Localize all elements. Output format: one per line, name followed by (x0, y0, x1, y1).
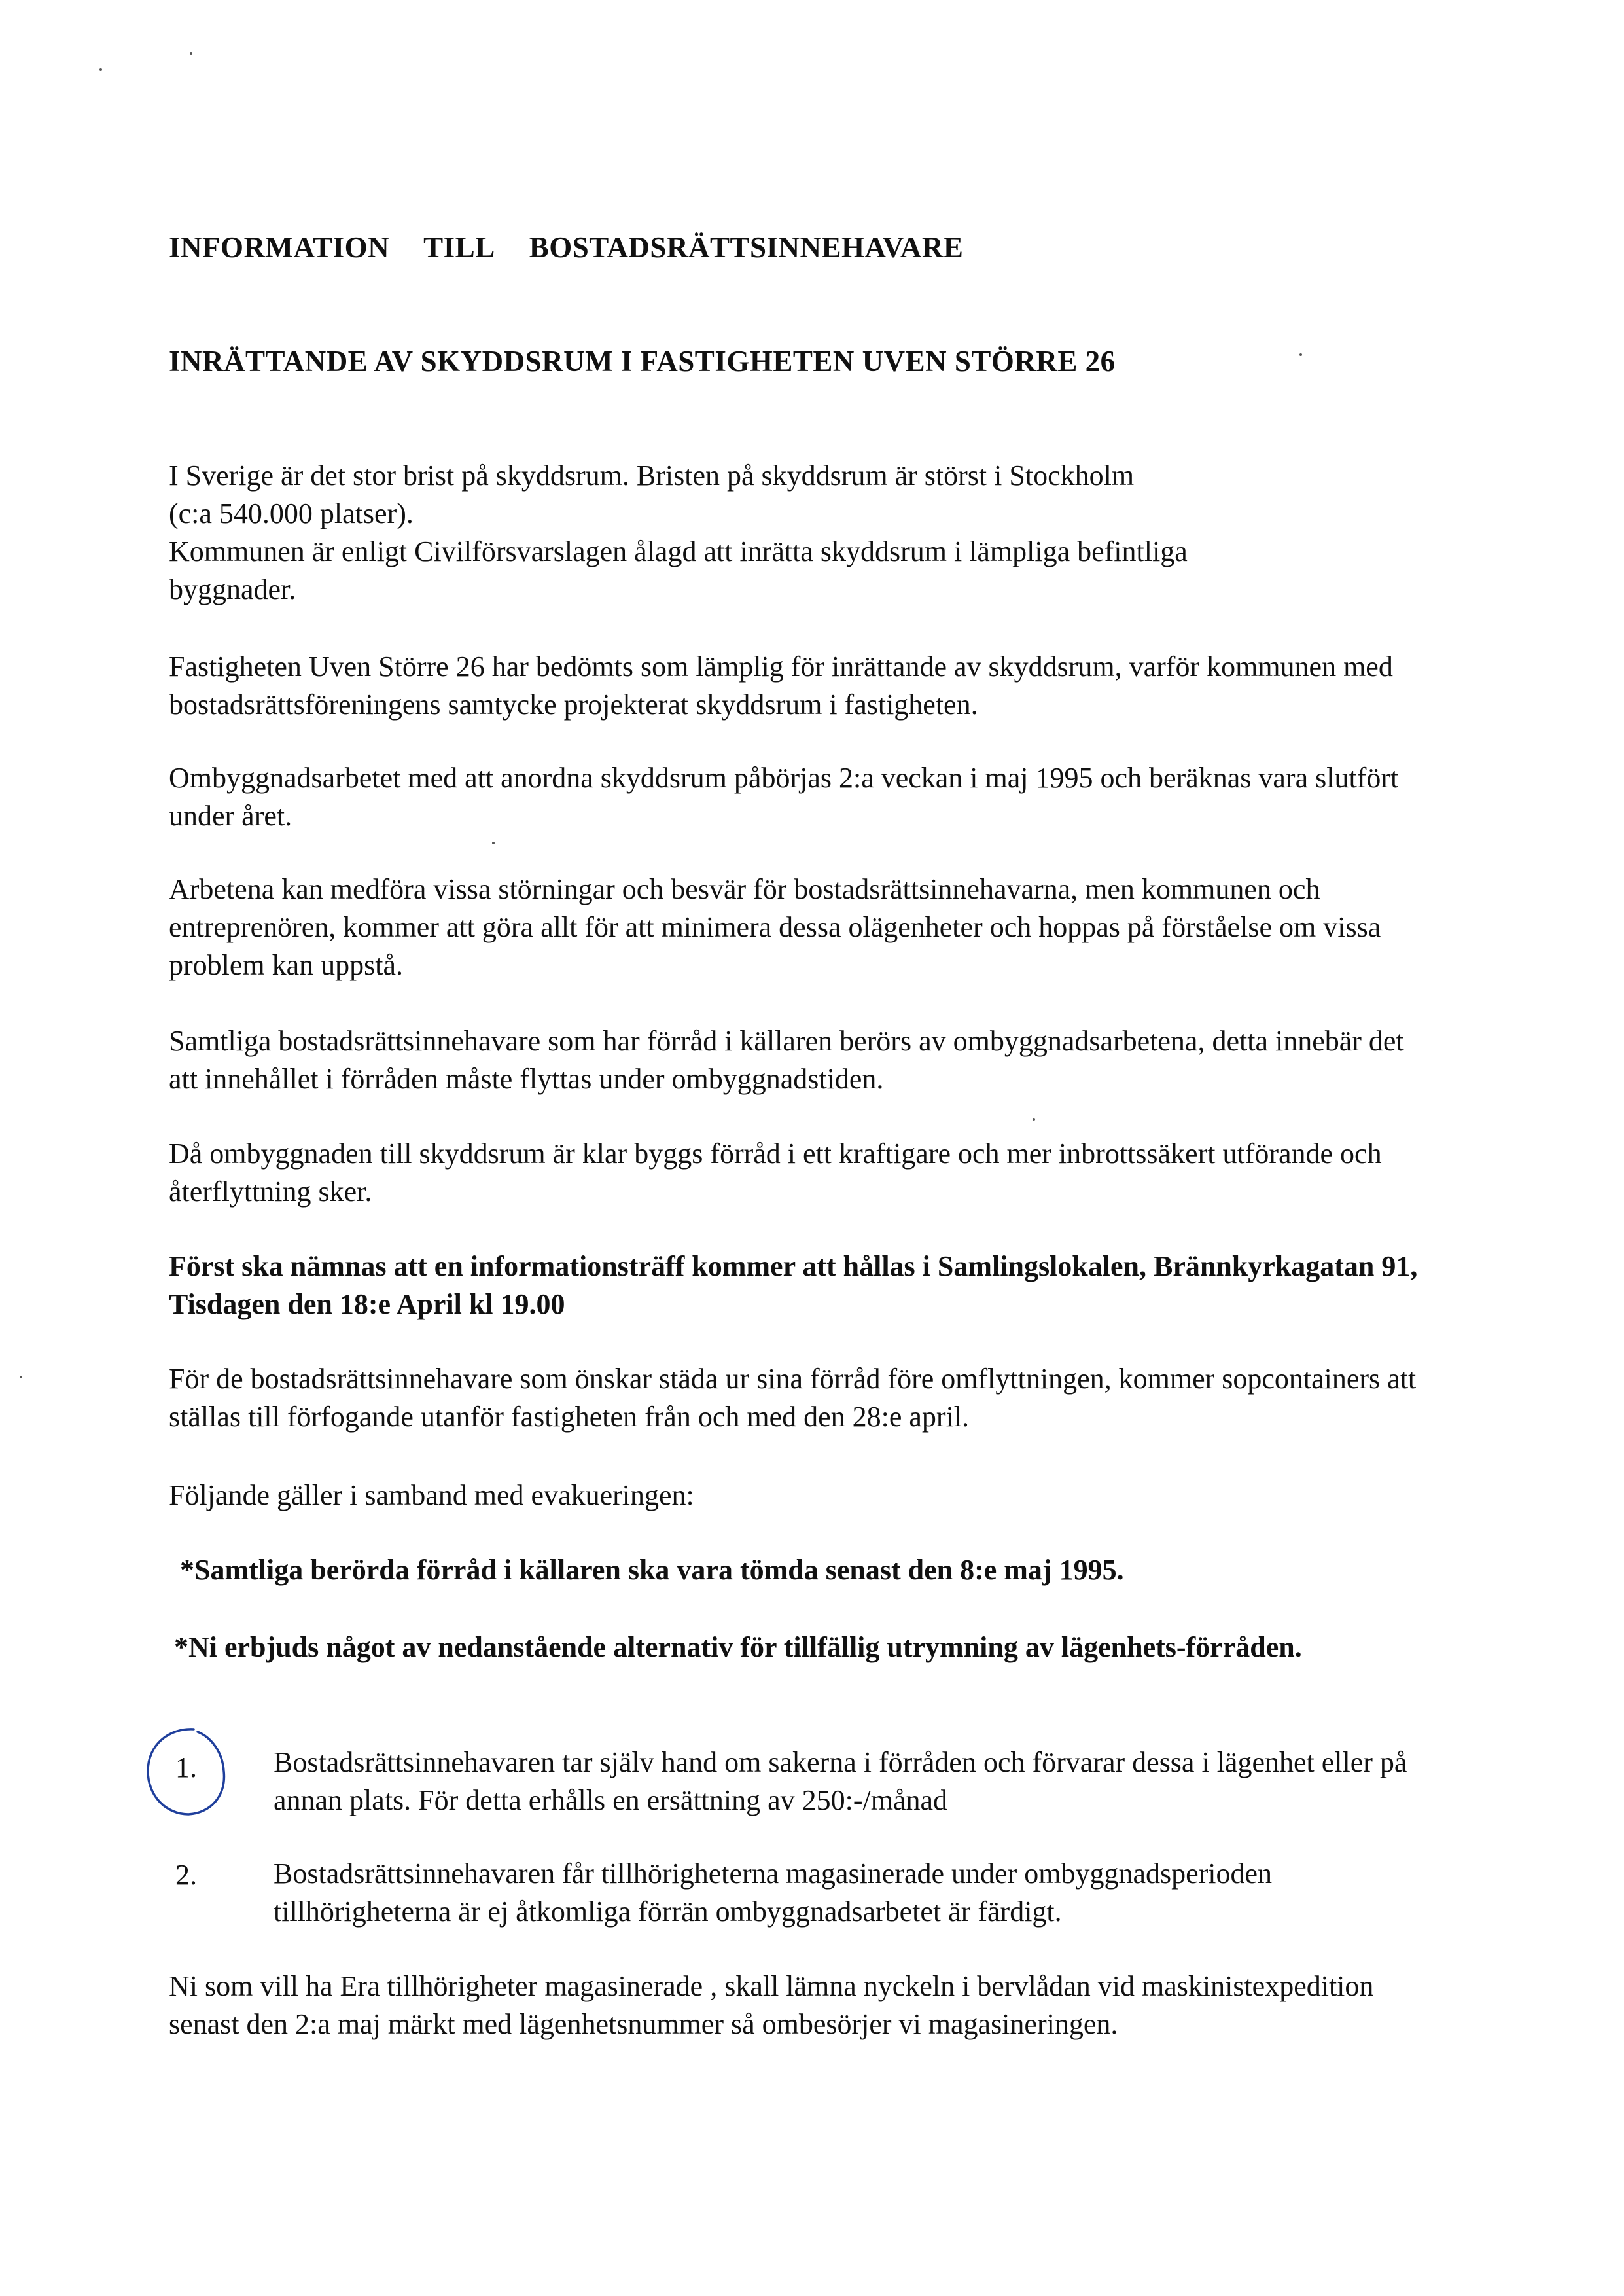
paragraph-construction-schedule: Ombyggnadsarbetet med att anordna skyddsrum påbörjas 2:a veckan i maj 1995 och beräknas vara slutfört under året. (169, 762, 1399, 832)
scan-speck (99, 68, 102, 71)
title-part-recipient: BOSTADSRÄTTSINNEHAVARE (529, 231, 964, 264)
scan-speck (1299, 353, 1302, 356)
intro-line-2: (c:a 540.000 platser). (169, 497, 414, 529)
scan-speck (1033, 1118, 1035, 1121)
intro-line-1: I Sverige är det stor brist på skyddsrum. Bristen på skyddsrum är störst i Stockholm (169, 459, 1135, 492)
intro-line-4: byggnader. (169, 573, 296, 605)
title-part-information: INFORMATION (169, 231, 390, 264)
paragraph-evacuation-intro: Följande gäller i samband med evakueringen: (169, 1479, 694, 1511)
scan-speck (492, 842, 495, 844)
paragraph-storage-affected: Samtliga bostadsrättsinnehavare som har förråd i källaren berörs av ombyggnadsarbetena, detta innebär det att innehållet i förråden måste flyttas under ombyggnadstiden. (169, 1025, 1404, 1095)
intro-line-3: Kommunen är enligt Civilförsvarslagen ålagd att inrätta skyddsrum i lämpliga befintliga (169, 535, 1188, 567)
option-2-number: 2. (175, 1859, 197, 1891)
option-1-text: Bostadsrättsinnehavaren tar själv hand om sakerna i förråden och förvarar dessa i lägenhet eller på annan plats. För detta erhålls en ersättning av 250:-/månad (274, 1746, 1407, 1816)
bullet-storage-emptied: *Samtliga berörda förråd i källaren ska vara tömda senast den 8:e maj 1995. (180, 1554, 1124, 1586)
bullet-alternatives: *Ni erbjuds något av nedanstående alternativ för tillfällig utrymning av lägenhets-förråden. (174, 1631, 1302, 1663)
paragraph-disturbances: Arbetena kan medföra vissa störningar och besvär för bostadsrättsinnehavarna, men kommunen och entreprenören, kommer att göra allt för att minimera dessa olägenheter och hoppas på förståelse om vissa problem kan uppstå. (169, 873, 1381, 981)
title-part-till: TILL (423, 231, 495, 264)
paragraph-property-assessment: Fastigheten Uven Större 26 har bedömts som lämplig för inrättande av skyddsrum, varför kommunen med bostadsrättsföreningens samtycke projekterat skyddsrum i fastigheten. (169, 651, 1393, 721)
scan-speck (20, 1376, 22, 1378)
scan-speck (190, 52, 192, 55)
option-2-text: Bostadsrättsinnehavaren får tillhörigheterna magasinerade under ombyggnadsperioden tillhörigheterna är ej åtkomliga förrän ombyggnadsarbetet är färdigt. (274, 1857, 1273, 1928)
paragraph-key-instructions: Ni som vill ha Era tillhörigheter magasinerade , skall lämna nyckeln i bervlådan vid maskinistexpedition senast den 2:a maj märkt med lägenhetsnummer så ombesörjer vi magasineringen. (169, 1970, 1374, 2040)
paragraph-intro (169, 457, 1425, 609)
document-title (169, 230, 963, 264)
document-subtitle: INRÄTTANDE AV SKYDDSRUM I FASTIGHETEN UVEN STÖRRE 26 (169, 345, 1116, 378)
option-1-number: 1. (175, 1751, 197, 1784)
paragraph-new-storage: Då ombyggnaden till skyddsrum är klar byggs förråd i ett kraftigare och mer inbrottssäkert utförande och återflyttning sker. (169, 1138, 1382, 1208)
paragraph-containers: För de bostadsrättsinnehavare som önskar städa ur sina förråd före omflyttningen, kommer sopcontainers att ställas till förfogande utanför fastigheten från och med den 28:e april. (169, 1363, 1417, 1433)
paragraph-information-meeting: Först ska nämnas att en informationsträff kommer att hållas i Samlingslokalen, Brännkyrkagatan 91, Tisdagen den 18:e April kl 19.00 (169, 1250, 1418, 1320)
